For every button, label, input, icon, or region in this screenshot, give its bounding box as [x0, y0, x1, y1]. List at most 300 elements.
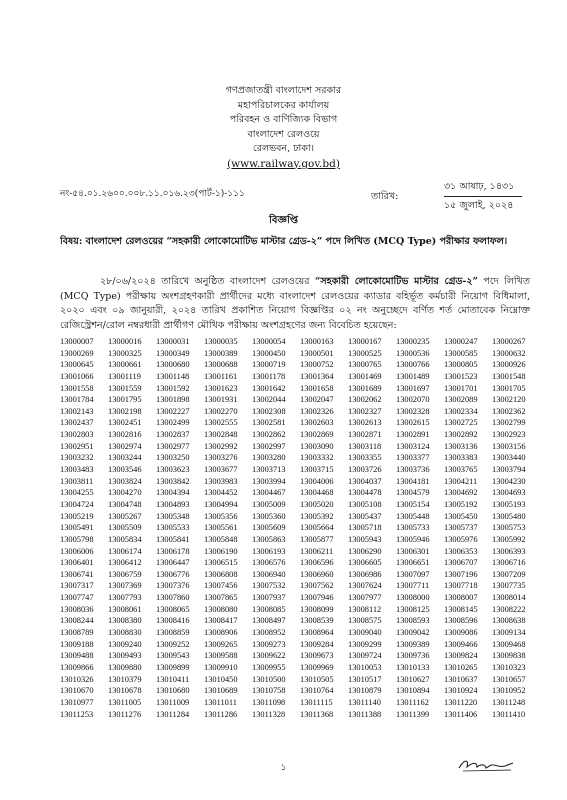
roll-number: 13003842 — [156, 476, 190, 486]
roll-number: 13003736 — [396, 465, 430, 475]
roll-number: 13010517 — [348, 674, 382, 684]
roll-number: 13005108 — [348, 499, 382, 509]
roll-number: 13007369 — [108, 581, 142, 591]
roll-number: 13000680 — [156, 360, 190, 370]
roll-number: 13005609 — [252, 523, 286, 533]
roll-number: 13002871 — [348, 430, 382, 440]
roll-number: 13002327 — [348, 406, 382, 416]
roll-number: 13006651 — [396, 558, 430, 568]
roll-number: 13011368 — [300, 709, 334, 719]
roll-number: 13006174 — [108, 546, 142, 556]
roll-number: 13007209 — [492, 569, 526, 579]
roll-number: 13011220 — [444, 697, 478, 707]
roll-number: 13002499 — [156, 418, 190, 428]
roll-number: 13002974 — [108, 441, 142, 451]
roll-number: 13001623 — [204, 383, 238, 393]
roll-number: 13007747 — [60, 593, 94, 603]
roll-number: 13003546 — [108, 465, 142, 475]
roll-number: 13003483 — [60, 465, 94, 475]
roll-number: 13006605 — [348, 558, 382, 568]
roll-number: 13008380 — [108, 616, 142, 626]
roll-number: 13000450 — [252, 348, 286, 358]
roll-number: 13010133 — [396, 662, 430, 672]
roll-number: 13011248 — [492, 697, 526, 707]
roll-number: 13006393 — [492, 546, 526, 556]
roll-number: 13005219 — [60, 511, 94, 521]
roll-number: 13006190 — [204, 546, 238, 556]
roll-number: 13009910 — [204, 662, 238, 672]
roll-number: 13006759 — [108, 569, 142, 579]
roll-number: 13002044 — [252, 395, 286, 405]
roll-number: 13002581 — [252, 418, 286, 428]
roll-number: 13001697 — [396, 383, 430, 393]
roll-number: 13002923 — [492, 430, 526, 440]
roll-number: 13010265 — [444, 662, 478, 672]
roll-number: 13009673 — [300, 651, 334, 661]
roll-number: 13009724 — [348, 651, 382, 661]
roll-number: 13006006 — [60, 546, 94, 556]
roll-number: 13009838 — [492, 651, 526, 661]
roll-number: 13001364 — [300, 371, 334, 381]
roll-number: 13008099 — [300, 604, 334, 614]
roll-number: 13008112 — [348, 604, 382, 614]
roll-number: 13005737 — [444, 523, 478, 533]
roll-number: 13006401 — [60, 558, 94, 568]
roll-number: 13002047 — [300, 395, 334, 405]
roll-number: 13009622 — [252, 651, 286, 661]
roll-number: 13003232 — [60, 453, 94, 463]
roll-number: 13008080 — [204, 604, 238, 614]
roll-number: 13003090 — [300, 441, 334, 451]
roll-number: 13001642 — [252, 383, 286, 393]
roll-number: 13010657 — [492, 674, 526, 684]
roll-number: 13003824 — [108, 476, 142, 486]
roll-number: 13010758 — [252, 686, 286, 696]
roll-number: 13005356 — [204, 511, 238, 521]
roll-number: 13006707 — [444, 558, 478, 568]
roll-number: 13002799 — [492, 418, 526, 428]
roll-number: 13001161 — [204, 371, 238, 381]
roll-number: 13004724 — [60, 499, 94, 509]
roll-number: 13009389 — [396, 639, 430, 649]
roll-number: 13001548 — [492, 371, 526, 381]
roll-number: 13003677 — [204, 465, 238, 475]
roll-number: 13010326 — [60, 674, 94, 684]
roll-number: 13005834 — [108, 534, 142, 544]
roll-number: 13003124 — [396, 441, 430, 451]
roll-number: 13003136 — [444, 441, 478, 451]
roll-number: 13009899 — [156, 662, 190, 672]
roll-number: 13000765 — [348, 360, 382, 370]
roll-number: 13010924 — [444, 686, 478, 696]
roll-number: 13007097 — [396, 569, 430, 579]
roll-number: 13009188 — [60, 639, 94, 649]
roll-number: 13010977 — [60, 697, 94, 707]
roll-number: 13011406 — [444, 709, 478, 719]
roll-number: 13004037 — [348, 476, 382, 486]
roll-number: 13011410 — [492, 709, 526, 719]
roll-number: 13005733 — [396, 523, 430, 533]
roll-number: 13008061 — [108, 604, 142, 614]
date-label: তারিখ: — [371, 191, 399, 202]
roll-number: 13009736 — [396, 651, 430, 661]
roll-number: 13004181 — [396, 476, 430, 486]
roll-number: 13009880 — [108, 662, 142, 672]
roll-number: 13000632 — [492, 348, 526, 358]
roll-number: 13008000 — [396, 593, 430, 603]
roll-number: 13002062 — [348, 395, 382, 405]
header-line-dg-office: মহাপরিচালকের কার্যালয় — [237, 99, 330, 111]
date-divider — [444, 196, 522, 197]
roll-number: 13003383 — [444, 453, 478, 463]
roll-number: 13005664 — [300, 523, 334, 533]
roll-number: 13005533 — [156, 523, 190, 533]
roll-number: 13002837 — [156, 430, 190, 440]
roll-number: 13004452 — [204, 488, 238, 498]
roll-number: 13011286 — [204, 709, 238, 719]
roll-number: 13000349 — [156, 348, 190, 358]
roll-number: 13005841 — [156, 534, 190, 544]
roll-number: 13001795 — [108, 395, 142, 405]
roll-number: 13002992 — [204, 441, 238, 451]
roll-number: 13000525 — [348, 348, 382, 358]
roll-number: 13010680 — [156, 686, 190, 696]
roll-number: 13000752 — [300, 360, 334, 370]
roll-number: 13009040 — [348, 628, 382, 638]
roll-number: 13007793 — [108, 593, 142, 603]
roll-number: 13010689 — [204, 686, 238, 696]
roll-number: 13005480 — [492, 511, 526, 521]
roll-number: 13007735 — [492, 581, 526, 591]
roll-number: 13003250 — [156, 453, 190, 463]
roll-number: 13005561 — [204, 523, 238, 533]
roll-number: 13009299 — [348, 639, 382, 649]
roll-number: 13003440 — [492, 453, 526, 463]
roll-number: 13009042 — [396, 628, 430, 638]
roll-number: 13004230 — [492, 476, 526, 486]
website-link[interactable]: (www.railway.gov.bd) — [227, 157, 340, 170]
roll-number: 13002615 — [396, 418, 430, 428]
roll-number: 13005946 — [396, 534, 430, 544]
roll-number: 13002143 — [60, 406, 94, 416]
roll-number: 13010670 — [60, 686, 94, 696]
roll-number: 13004255 — [60, 488, 94, 498]
roll-number: 13001701 — [444, 383, 478, 393]
roll-number: 13000645 — [60, 360, 94, 370]
notice-title: বিজ্ঞপ্তি — [268, 215, 299, 226]
signature-image — [455, 756, 515, 774]
roll-number: 13008575 — [348, 616, 382, 626]
roll-number: 13008007 — [444, 593, 478, 603]
roll-number: 13007860 — [156, 593, 190, 603]
roll-number: 13001119 — [108, 371, 141, 381]
roll-number: 13001658 — [300, 383, 334, 393]
roll-number: 13002437 — [60, 418, 94, 428]
roll-number: 13003156 — [492, 441, 526, 451]
roll-number: 13001469 — [348, 371, 382, 381]
roll-number: 13007376 — [156, 581, 190, 591]
roll-number: 13003726 — [348, 465, 382, 475]
roll-number: 13009284 — [300, 639, 334, 649]
roll-number: 13007532 — [252, 581, 286, 591]
roll-number: 13005392 — [300, 511, 334, 521]
roll-number: 13005976 — [444, 534, 478, 544]
roll-number: 13002803 — [60, 430, 94, 440]
roll-number: 13005267 — [108, 511, 142, 521]
roll-number: 13007624 — [348, 581, 382, 591]
roll-number: 13008416 — [156, 616, 190, 626]
roll-number: 13000926 — [492, 360, 526, 370]
roll-number: 13006353 — [444, 546, 478, 556]
roll-number: 13000325 — [108, 348, 142, 358]
roll-number: 13010323 — [492, 662, 526, 672]
roll-number: 13011253 — [60, 709, 94, 719]
date-english: ১৫ জুলাই, ২০২৪ — [444, 200, 514, 211]
roll-number: 13002120 — [492, 395, 526, 405]
roll-number: 13002451 — [108, 418, 142, 428]
roll-number: 13010894 — [396, 686, 430, 696]
roll-number: 13009955 — [252, 662, 286, 672]
roll-number: 13008085 — [252, 604, 286, 614]
roll-number: 13009252 — [156, 639, 190, 649]
roll-number: 13005450 — [444, 511, 478, 521]
roll-number: 13003794 — [492, 465, 526, 475]
roll-number: 13009969 — [300, 662, 334, 672]
header-line-department: পরিবহন ও বাণিজ্যিক বিভাগ — [229, 114, 338, 125]
roll-number: 13009273 — [252, 639, 286, 649]
roll-number: 13000031 — [156, 337, 190, 346]
roll-number: 13004006 — [300, 476, 334, 486]
roll-number: 13000247 — [444, 337, 478, 346]
roll-number: 13000035 — [204, 337, 238, 346]
roll-number: 13009466 — [444, 639, 478, 649]
roll-number: 13009588 — [204, 651, 238, 661]
roll-number: 13002869 — [300, 430, 334, 440]
roll-number: 13006178 — [156, 546, 190, 556]
roll-number: 13000719 — [252, 360, 286, 370]
roll-number: 13008859 — [156, 628, 190, 638]
memo-date — [444, 180, 522, 213]
roll-number: 13003713 — [252, 465, 286, 475]
roll-number: 13004468 — [300, 488, 334, 498]
roll-number: 13008539 — [300, 616, 334, 626]
roll-number: 13009134 — [492, 628, 526, 638]
roll-number: 13000501 — [300, 348, 334, 358]
roll-number: 13010678 — [108, 686, 142, 696]
roll-number: 13003377 — [396, 453, 430, 463]
roll-number: 13009468 — [492, 639, 526, 649]
roll-number: 13009265 — [204, 639, 238, 649]
header-line-railway: বাংলাদেশ রেলওয়ে — [247, 128, 320, 140]
roll-number: 13002977 — [156, 441, 190, 451]
roll-number: 13001559 — [108, 383, 142, 393]
roll-number: 13005009 — [252, 499, 286, 509]
roll-number: 13011009 — [156, 697, 190, 707]
roll-number: 13005348 — [156, 511, 190, 521]
roll-number: 13007456 — [204, 581, 238, 591]
roll-number: 13005877 — [300, 534, 334, 544]
roll-number: 13006960 — [300, 569, 334, 579]
roll-number: 13010952 — [492, 686, 526, 696]
page-number: ১ — [280, 763, 287, 773]
roll-number: 13011162 — [396, 697, 429, 707]
roll-number: 13006808 — [204, 569, 238, 579]
roll-number: 13004270 — [108, 488, 142, 498]
roll-number: 13000805 — [444, 360, 478, 370]
roll-number: 13005154 — [396, 499, 430, 509]
roll-number: 13008065 — [156, 604, 190, 614]
roll-number: 13000389 — [204, 348, 238, 358]
roll-number: 13009866 — [60, 662, 94, 672]
roll-number: 13010764 — [300, 686, 334, 696]
roll-number: 13003118 — [348, 441, 382, 451]
roll-number: 13002613 — [348, 418, 382, 428]
roll-number: 13004994 — [204, 499, 238, 509]
roll-number: 13008497 — [252, 616, 286, 626]
roll-number: 13003811 — [60, 476, 94, 486]
roll-number: 13002334 — [444, 406, 478, 416]
roll-number: 13000688 — [204, 360, 238, 370]
roll-number: 13001523 — [444, 371, 478, 381]
roll-number: 13009488 — [60, 651, 94, 661]
roll-number: 13002227 — [156, 406, 190, 416]
roll-number: 13002555 — [204, 418, 238, 428]
roll-number: 13011140 — [348, 697, 381, 707]
roll-number: 13002308 — [252, 406, 286, 416]
roll-number: 13006986 — [348, 569, 382, 579]
roll-number: 13010379 — [108, 674, 142, 684]
roll-number: 13005718 — [348, 523, 382, 533]
roll-number: 13010450 — [204, 674, 238, 684]
roll-number: 13009543 — [156, 651, 190, 661]
roll-number: 13008952 — [252, 628, 286, 638]
roll-number: 13005448 — [396, 511, 430, 521]
roll-number: 13006776 — [156, 569, 190, 579]
roll-number: 13001066 — [60, 371, 94, 381]
roll-number: 13006447 — [156, 558, 190, 568]
roll-number: 13004692 — [444, 488, 478, 498]
roll-number: 13006301 — [396, 546, 430, 556]
roll-number: 13002089 — [444, 395, 478, 405]
roll-number: 13001148 — [156, 371, 190, 381]
roll-number: 13001489 — [396, 371, 430, 381]
roll-number: 13008222 — [492, 604, 526, 614]
date-bangla: ৩১ আষাঢ়, ১৪৩১ — [444, 181, 515, 192]
roll-number: 13007937 — [252, 593, 286, 603]
roll-number: 13001705 — [492, 383, 526, 393]
roll-number: 13002816 — [108, 430, 142, 440]
roll-number: 13002070 — [396, 395, 430, 405]
roll-number: 13005193 — [492, 499, 526, 509]
roll-number: 13002326 — [300, 406, 334, 416]
roll-number: 13010505 — [300, 674, 334, 684]
roll-number: 13005848 — [204, 534, 238, 544]
roll-number: 13001898 — [156, 395, 190, 405]
roll-number: 13006412 — [108, 558, 142, 568]
roll-number: 13007718 — [444, 581, 478, 591]
roll-number: 13003994 — [252, 476, 286, 486]
roll-number: 13000163 — [300, 337, 334, 346]
roll-number: 13010627 — [396, 674, 430, 684]
roll-number: 13005992 — [492, 534, 526, 544]
roll-number: 13001931 — [204, 395, 238, 405]
roll-number: 13011388 — [348, 709, 382, 719]
roll-number: 13008830 — [108, 628, 142, 638]
roll-number: 13006741 — [60, 569, 94, 579]
roll-number: 13005020 — [300, 499, 334, 509]
roll-number: 13000007 — [60, 337, 94, 346]
roll-number: 13002362 — [492, 406, 526, 416]
roll-number: 13004693 — [492, 488, 526, 498]
roll-number: 13005437 — [348, 511, 382, 521]
roll-number: 13003332 — [300, 453, 334, 463]
roll-number: 13008036 — [60, 604, 94, 614]
roll-number: 13000766 — [396, 360, 430, 370]
roll-number: 13002891 — [396, 430, 430, 440]
roll-number: 13008244 — [60, 616, 94, 626]
roll-number: 13000536 — [396, 348, 430, 358]
roll-number: 13008596 — [444, 616, 478, 626]
roll-number: 13004579 — [396, 488, 430, 498]
roll-number: 13010637 — [444, 674, 478, 684]
roll-number: 13008417 — [204, 616, 238, 626]
roll-number: 13003983 — [204, 476, 238, 486]
roll-number: 13000269 — [60, 348, 94, 358]
roll-number: 13007946 — [300, 593, 334, 603]
roll-number: 13011399 — [396, 709, 430, 719]
roll-number: 13003355 — [348, 453, 382, 463]
memo-reference-number: নং-৫৪.০১.২৬০০.০০৮.১১.০১৬.২৩(পার্ট-১)-১১১ — [60, 189, 245, 199]
roll-number: 13011284 — [156, 709, 190, 719]
roll-number: 13005753 — [492, 523, 526, 533]
roll-number: 13008125 — [396, 604, 430, 614]
roll-number: 13008593 — [396, 616, 430, 626]
roll-number: 13011098 — [252, 697, 286, 707]
roll-number: 13008638 — [492, 616, 526, 626]
office-header — [0, 84, 567, 171]
roll-number: 13005491 — [60, 523, 94, 533]
roll-number: 13009240 — [108, 639, 142, 649]
roll-number: 13005509 — [108, 523, 142, 533]
roll-number: 13001178 — [252, 371, 286, 381]
roll-number-grid — [60, 336, 540, 720]
roll-number: 13005943 — [348, 534, 382, 544]
roll-number: 13004211 — [444, 476, 478, 486]
roll-number: 13006576 — [252, 558, 286, 568]
roll-number: 13007711 — [396, 581, 430, 591]
roll-number: 13001784 — [60, 395, 94, 405]
roll-number: 13002848 — [204, 430, 238, 440]
roll-number: 13006193 — [252, 546, 286, 556]
roll-number: 13007977 — [348, 593, 382, 603]
roll-number: 13002725 — [444, 418, 478, 428]
roll-number: 13008964 — [300, 628, 334, 638]
roll-number: 13011115 — [300, 697, 333, 707]
roll-number: 13004467 — [252, 488, 286, 498]
roll-number: 13007865 — [204, 593, 238, 603]
post-name: “সহকারী লোকোমোটিভ মাস্টার গ্রেড-২” — [314, 276, 479, 287]
roll-number: 13000235 — [396, 337, 430, 346]
roll-number: 13001558 — [60, 383, 94, 393]
roll-number: 13002997 — [252, 441, 286, 451]
roll-number: 13005360 — [252, 511, 286, 521]
roll-number: 13009493 — [108, 651, 142, 661]
roll-number: 13010053 — [348, 662, 382, 672]
roll-number: 13003623 — [156, 465, 190, 475]
notice-body: ২৮/০৬/২০২৪ তারিখে অনুষ্ঠিত বাংলাদেশ রেলওয়ের “সহকারী লোকোমোটিভ মাস্টার গ্রেড-২” পদে লিখিত (MCQ Type) পরীক্ষায় অংশগ্রহণকারী প্রার্থীদের মধ্যে বাংলাদেশ রেলওয়ের ক্যাডার বহির্ভূত কর্মচারী নিয়োগ বিধিমালা, ২০২০ এবং ০৯ জানুয়ারী, ২০২৪ তারিখ প্রকাশিত নিয়োগ বিজ্ঞপ্তির ০২ নং অনুচ্ছেদে বর্ণিত শর্ত মোতাবেক নিম্নোক্ত রেজিস্ট্রেশন/রোল নম্বরধারী প্রার্থীগণ মৌখিক পরীক্ষায় অংশগ্রহণের জন্য বিবেচিত হয়েছেন: — [60, 276, 530, 331]
roll-number: 13008145 — [444, 604, 478, 614]
roll-number: 13005798 — [60, 534, 94, 544]
